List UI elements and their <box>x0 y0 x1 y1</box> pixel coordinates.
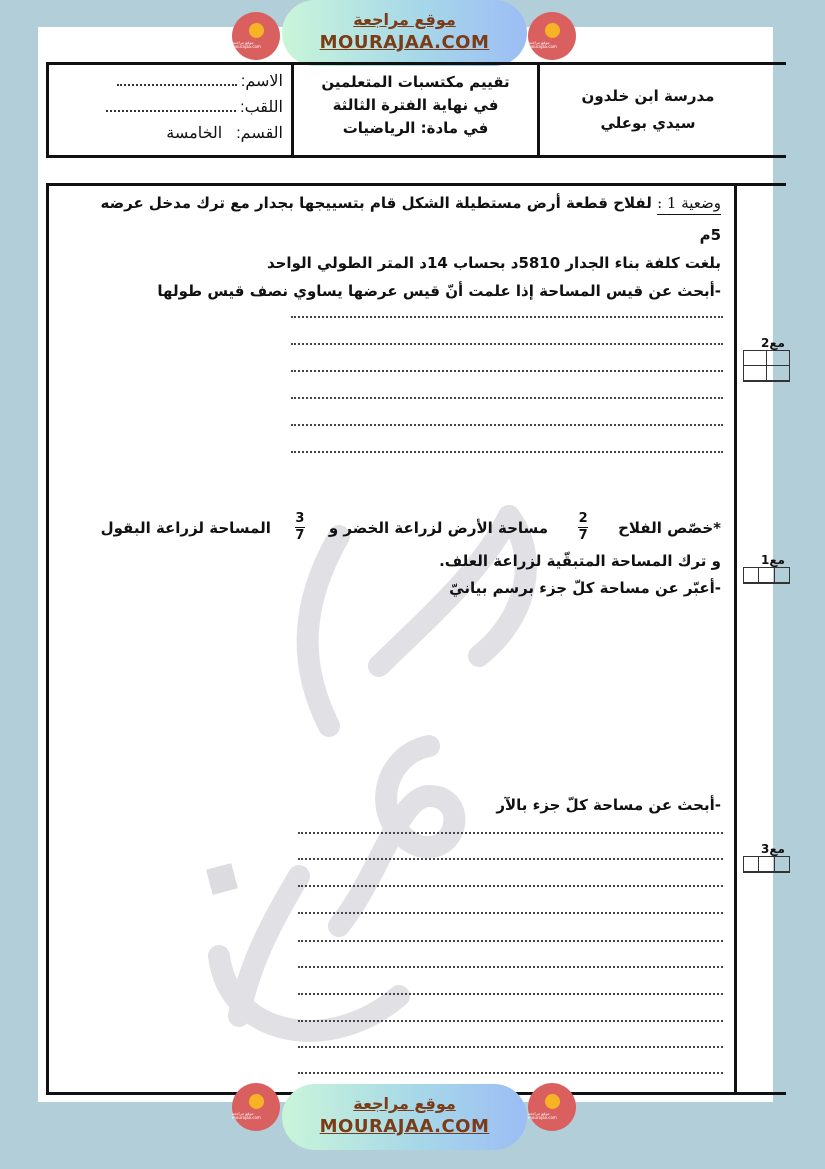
answer-line[interactable] <box>298 885 723 887</box>
school-info <box>540 65 786 155</box>
name-label: الاسم: <box>240 73 283 90</box>
brand-coin-icon <box>545 23 560 38</box>
answer-line[interactable] <box>298 940 723 942</box>
fraction-denominator: 7 <box>578 528 588 543</box>
answer-line[interactable] <box>291 343 723 345</box>
mark-box-criterion-3 <box>743 842 789 873</box>
brand-pill-bottom[interactable] <box>282 1084 527 1150</box>
class-row <box>49 123 283 149</box>
student-info <box>49 65 294 155</box>
answer-line[interactable] <box>291 451 723 453</box>
brand-coin-icon <box>545 1094 560 1109</box>
situation-line-2: بلغت كلفة بناء الجدار 5810د بحساب 14د المتر الطولي الواحد <box>266 254 721 272</box>
mark-box-criterion-2 <box>743 336 789 382</box>
criterion-label: مع3 <box>761 842 785 856</box>
brand-coin-icon <box>249 23 264 38</box>
badge-text: موقع مراجعة mourajaa.com <box>232 1111 261 1120</box>
fraction-numerator: 2 <box>578 511 588 526</box>
fraction-denominator: 7 <box>295 528 305 543</box>
part-2-start: *خصّص الفلاح <box>618 518 721 537</box>
surname-field[interactable] <box>106 98 236 112</box>
question-1: -أبحث عن قيس المساحة إذا علمت أنّ قيس عرضها يساوي نصف قيس طولها <box>157 282 721 300</box>
answer-line[interactable] <box>291 370 723 372</box>
situation-1 <box>49 186 731 1092</box>
situation-text-1: لفلاح قطعة أرض مستطيلة الشكل قام بتسييجها بجدار مع ترك مدخل عرضه <box>100 194 652 212</box>
title-line-3: في مادة: الرياضيات <box>342 119 489 137</box>
answer-line[interactable] <box>298 1020 723 1022</box>
situation-line-1-cont: 5م <box>699 226 721 244</box>
exam-body <box>46 183 786 1095</box>
name-row <box>49 71 283 97</box>
surname-label: اللقب: <box>240 99 283 116</box>
school-location: سيدي بوعلي <box>600 114 696 132</box>
answer-line[interactable] <box>291 397 723 399</box>
answer-line[interactable] <box>291 424 723 426</box>
answer-line[interactable] <box>298 858 723 860</box>
situation-line-1 <box>101 194 721 212</box>
question-3: -أبحث عن مساحة كلّ جزء بالآر <box>496 796 721 814</box>
mark-grid[interactable] <box>743 350 790 382</box>
answer-line[interactable] <box>298 832 723 834</box>
badge-text: موقع مراجعة mourajaa.com <box>232 40 261 49</box>
school-name: مدرسة ابن خلدون <box>581 87 715 105</box>
criterion-label: مع1 <box>761 553 785 567</box>
mark-box-criterion-1 <box>743 553 789 584</box>
brand-arabic: موقع مراجعة <box>353 10 456 29</box>
criterion-label: مع2 <box>761 336 785 350</box>
name-field[interactable] <box>117 72 237 86</box>
answer-line[interactable] <box>298 966 723 968</box>
badge-text: موقع مراجعة mourajaa.com <box>528 1111 557 1120</box>
badge-text: موقع مراجعة mourajaa.com <box>528 40 557 49</box>
situation-label: وضعية 1 : <box>657 194 721 212</box>
mark-grid[interactable] <box>743 856 790 873</box>
answer-line[interactable] <box>298 1072 723 1074</box>
class-label: القسم: <box>236 125 283 142</box>
title-line-2: في نهاية الفترة الثالثة <box>332 96 499 114</box>
brand-pill-top[interactable] <box>282 0 527 66</box>
part-2-end: المساحة لزراعة البقول <box>100 518 271 537</box>
part-2-line-1 <box>101 512 721 543</box>
brand-coin-icon <box>249 1094 264 1109</box>
brand-badge-left-bottom <box>232 1083 280 1131</box>
brand-badge-left-top <box>232 12 280 60</box>
surname-row <box>49 97 283 123</box>
answer-line[interactable] <box>298 1046 723 1048</box>
brand-arabic: موقع مراجعة <box>353 1094 456 1113</box>
answer-line[interactable] <box>298 912 723 914</box>
part-2-line-2: و ترك المساحة المتبقّية لزراعة العلف. <box>439 552 721 570</box>
exam-title <box>294 65 540 155</box>
grading-column <box>734 186 786 1092</box>
class-value: الخامسة <box>166 125 223 142</box>
answer-line[interactable] <box>298 993 723 995</box>
brand-badge-right-top <box>528 12 576 60</box>
fraction-3-7 <box>295 512 305 543</box>
question-2: -أعبّر عن مساحة كلّ جزء برسم بيانيّ <box>449 579 721 597</box>
title-line-1: تقييم مكتسبات المتعلمين <box>321 73 510 91</box>
mark-grid[interactable] <box>743 567 790 584</box>
fraction-2-7 <box>578 512 588 543</box>
brand-latin: MOURAJAA.COM <box>319 1116 490 1137</box>
brand-latin: MOURAJAA.COM <box>319 32 490 53</box>
fraction-numerator: 3 <box>295 511 305 526</box>
exam-header <box>46 62 786 158</box>
answer-line[interactable] <box>291 316 723 318</box>
part-2-mid: مساحة الأرض لزراعة الخضر و <box>328 518 549 537</box>
brand-badge-right-bottom <box>528 1083 576 1131</box>
